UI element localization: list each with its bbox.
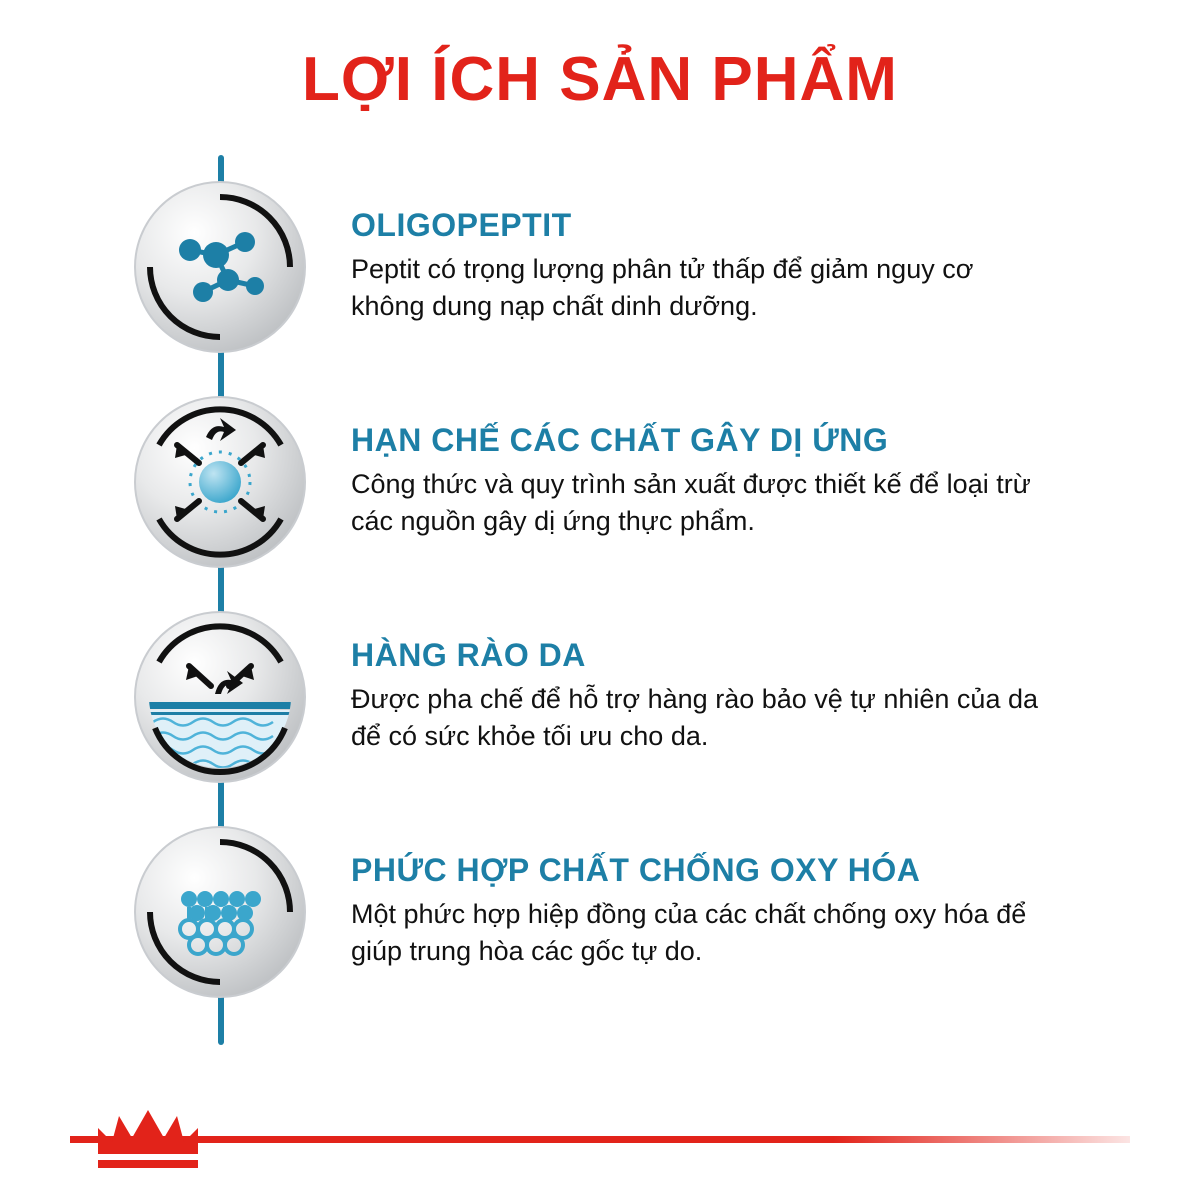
list-item bbox=[0, 610, 1200, 825]
skin-barrier-icon bbox=[133, 610, 308, 785]
benefits-list bbox=[0, 180, 1200, 1040]
list-item bbox=[0, 395, 1200, 610]
list-item bbox=[0, 825, 1200, 1040]
benefit-title: PHỨC HỢP CHẤT CHỐNG OXY HÓA bbox=[351, 852, 921, 888]
benefit-title: HÀNG RÀO DA bbox=[351, 637, 586, 673]
antioxidant-complex-icon bbox=[133, 825, 308, 1000]
page-title: LỢI ÍCH SẢN PHẨM bbox=[302, 45, 898, 114]
benefit-description: Công thức và quy trình sản xuất được thiết kế để loại trừ các nguồn gây dị ứng thực phẩm. bbox=[351, 469, 1031, 537]
benefit-title: OLIGOPEPTIT bbox=[351, 207, 572, 243]
list-item bbox=[0, 180, 1200, 395]
benefit-text bbox=[351, 395, 1051, 541]
royal-canin-crown-logo bbox=[88, 1098, 208, 1176]
benefit-text bbox=[351, 180, 1051, 326]
molecule-icon bbox=[133, 180, 308, 355]
benefit-title: HẠN CHẾ CÁC CHẤT GÂY DỊ ỨNG bbox=[351, 422, 889, 458]
benefit-text bbox=[351, 610, 1051, 756]
benefit-text bbox=[351, 825, 1051, 971]
benefit-description: Một phức hợp hiệp đồng của các chất chống oxy hóa để giúp trung hòa các gốc tự do. bbox=[351, 899, 1027, 967]
benefit-description: Được pha chế để hỗ trợ hàng rào bảo vệ tự nhiên của da để có sức khỏe tối ưu cho da. bbox=[351, 684, 1038, 752]
footer-divider bbox=[70, 1136, 1130, 1143]
benefit-description: Peptit có trọng lượng phân tử thấp để giảm nguy cơ không dung nạp chất dinh dưỡng. bbox=[351, 254, 974, 322]
allergen-reduction-icon bbox=[133, 395, 308, 570]
